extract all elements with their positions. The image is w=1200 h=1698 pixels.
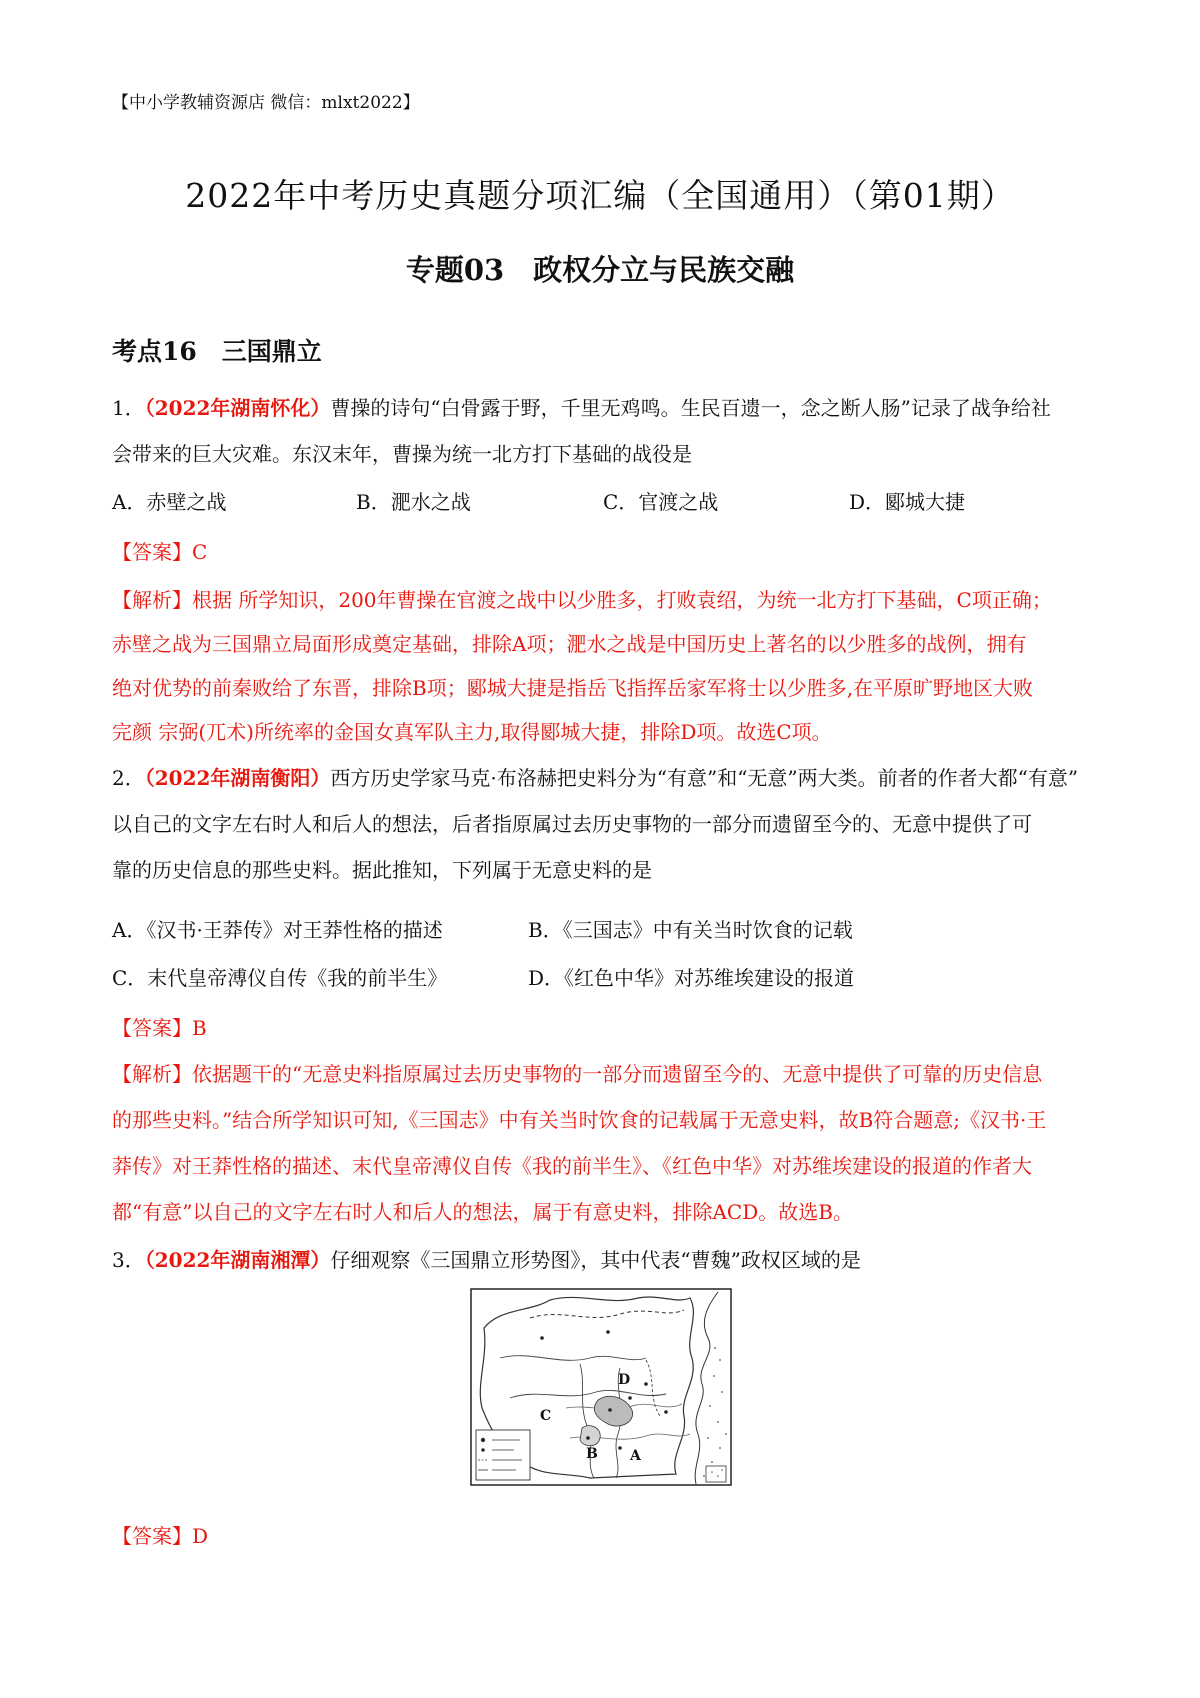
- map-label-c: C: [540, 1408, 552, 1424]
- question-1-option-c: C．官渡之战: [603, 490, 719, 514]
- question-2-line-1: [112, 762, 1078, 791]
- question-2-line-2: 以自己的文字左右时人和后人的想法，后者指原属过去历史事物的一部分而遗留至今的、无意中提供了可: [112, 812, 1032, 836]
- question-2-analysis-2: 的那些史料。”结合所学知识可知,《三国志》中有关当时饮食的记载属于无意史料，故B符合题意;《汉书·王: [112, 1108, 1047, 1132]
- document-subtitle: 专题03 政权分立与民族交融: [405, 253, 795, 287]
- question-number: 3．: [112, 1248, 145, 1272]
- map-label-d: D: [618, 1372, 631, 1388]
- question-1-answer: 【答案】C: [112, 540, 208, 564]
- question-2-analysis-3: 莽传》对王莽性格的描述、末代皇帝溥仪自传《我的前半生》、《红色中华》对苏维埃建设的报道的作者大: [112, 1154, 1032, 1178]
- question-number: 2．: [112, 766, 145, 790]
- question-1-analysis-2: 赤壁之战为三国鼎立局面形成奠定基础，排除A项；淝水之战是中国历史上著名的以少胜多的战例，拥有: [112, 632, 1027, 656]
- question-1-option-d: D．郾城大捷: [849, 490, 966, 514]
- question-stem: 西方历史学家马克·布洛赫把史料分为“有意”和“无意”两大类。前者的作者大都“有意”: [330, 766, 1079, 790]
- map-label-a: A: [630, 1448, 641, 1464]
- question-1-option-b: B．淝水之战: [356, 490, 471, 514]
- section-heading: 考点16 三国鼎立: [112, 337, 322, 366]
- question-2-line-3: 靠的历史信息的那些史料。据此推知，下列属于无意史料的是: [112, 858, 652, 882]
- question-source: （2022年湖南怀化）: [144, 396, 331, 420]
- question-2-analysis-4: 都“有意”以自己的文字左右时人和后人的想法，属于有意史料，排除ACD。故选B。: [112, 1200, 853, 1224]
- question-1-analysis-3: 绝对优势的前秦败给了东晋，排除B项；郾城大捷是指岳飞指挥岳家军将士以少胜多,在平原旷野地区大败: [112, 676, 1034, 700]
- question-2-option-b: B．《三国志》中有关当时饮食的记载: [528, 918, 853, 942]
- question-2-answer: 【答案】B: [112, 1016, 207, 1040]
- question-3-answer: 【答案】D: [112, 1524, 209, 1548]
- question-2-option-c: C．末代皇帝溥仪自传《我的前半生》: [112, 966, 448, 990]
- question-3-line-1: [112, 1244, 861, 1273]
- question-2-analysis-1: 【解析】依据题干的“无意史料指原属过去历史事物的一部分而遗留至今的、无意中提供了可靠的历史信息: [112, 1062, 1043, 1086]
- map-label-b: B: [586, 1446, 598, 1462]
- three-kingdoms-map: [470, 1288, 732, 1486]
- header-note: 【中小学教辅资源店 微信：mlxt2022】: [112, 93, 420, 113]
- question-source: （2022年湖南湘潭）: [144, 1248, 331, 1272]
- question-1-line-1: [112, 392, 1051, 421]
- map-image: [470, 1288, 732, 1486]
- question-stem: 仔细观察《三国鼎立形势图》，其中代表“曹魏”政权区域的是: [330, 1248, 861, 1272]
- question-2-option-d: D．《红色中华》对苏维埃建设的报道: [528, 966, 855, 990]
- question-1-analysis-4: 完颜 宗弼(兀术)所统率的金国女真军队主力,取得郾城大捷，排除D项。故选C项。: [112, 720, 832, 744]
- question-1-line-2: 会带来的巨大灾难。东汉末年，曹操为统一北方打下基础的战役是: [112, 442, 692, 466]
- question-2-option-a: A．《汉书·王莽传》对王莽性格的描述: [112, 918, 443, 942]
- question-number: 1．: [112, 396, 145, 420]
- document-title: 2022年中考历史真题分项汇编（全国通用）（第01期）: [185, 176, 1015, 215]
- question-1-analysis-1: 【解析】根据 所学知识，200年曹操在官渡之战中以少胜多，打败袁绍，为统一北方打下基础，C项正确；: [112, 588, 1052, 612]
- question-1-option-a: A．赤壁之战: [112, 490, 227, 514]
- question-stem: 曹操的诗句“白骨露于野，千里无鸡鸣。生民百遗一，念之断人肠”记录了战争给社: [330, 396, 1051, 420]
- question-source: （2022年湖南衡阳）: [144, 766, 331, 790]
